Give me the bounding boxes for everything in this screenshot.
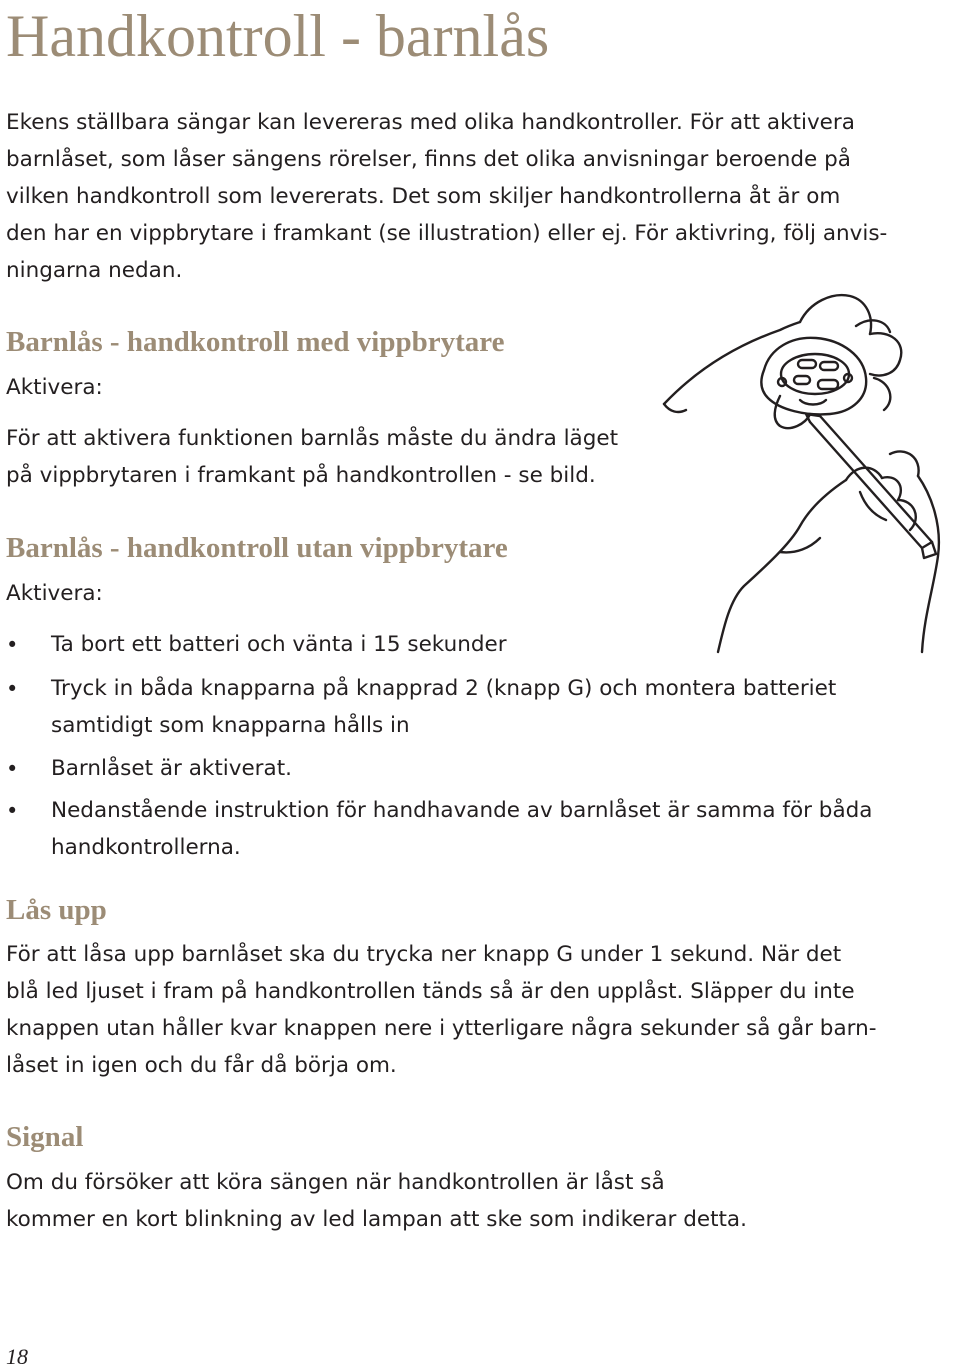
section-heading-without-switch: Barnlås - handkontroll utan vippbrytare bbox=[6, 532, 508, 564]
list-item: Nedanstående instruktion för handhavande av barnlåset är samma för båda bbox=[51, 798, 873, 823]
section-heading-signal: Signal bbox=[6, 1121, 84, 1153]
section1-line: För att aktivera funktionen barnlås måste du ändra läget bbox=[6, 426, 619, 451]
list-item-continuation: handkontrollerna. bbox=[51, 835, 241, 860]
intro-line: ningarna nedan. bbox=[6, 258, 183, 283]
intro-line: barnlåset, som låser sängens rörelser, finns det olika anvisningar beroende på bbox=[6, 147, 851, 172]
hand-remote-illustration bbox=[660, 286, 950, 656]
unlock-line: knappen utan håller kvar knappen nere i ytterligare några sekunder så går barn- bbox=[6, 1016, 877, 1041]
bullet-icon: • bbox=[6, 757, 19, 781]
list-item: Ta bort ett batteri och vänta i 15 sekunder bbox=[51, 632, 507, 657]
page-title: Handkontroll - barnlås bbox=[6, 3, 550, 69]
list-item-continuation: samtidigt som knapparna hålls in bbox=[51, 713, 410, 738]
bullet-icon: • bbox=[6, 633, 19, 657]
section-heading-with-switch: Barnlås - handkontroll med vippbrytare bbox=[6, 326, 505, 358]
activate-label: Aktivera: bbox=[6, 375, 103, 400]
list-item: Barnlåset är aktiverat. bbox=[51, 756, 292, 781]
signal-line: Om du försöker att köra sängen när handkontrollen är låst så bbox=[6, 1170, 665, 1195]
page-number: 18 bbox=[6, 1344, 28, 1369]
section-heading-unlock: Lås upp bbox=[6, 894, 107, 926]
bullet-icon: • bbox=[6, 799, 19, 823]
list-item: Tryck in båda knapparna på knapprad 2 (knapp G) och montera batteriet bbox=[51, 676, 837, 701]
unlock-line: låset in igen och du får då börja om. bbox=[6, 1053, 397, 1078]
signal-line: kommer en kort blinkning av led lampan att ske som indikerar detta. bbox=[6, 1207, 747, 1232]
section1-line: på vippbrytaren i framkant på handkontrollen - se bild. bbox=[6, 463, 596, 488]
unlock-line: För att låsa upp barnlåset ska du trycka ner knapp G under 1 sekund. När det bbox=[6, 942, 842, 967]
bullet-icon: • bbox=[6, 677, 19, 701]
intro-line: den har en vippbrytare i framkant (se illustration) eller ej. För aktivring, följ anvis- bbox=[6, 221, 888, 246]
intro-line: vilken handkontroll som levererats. Det som skiljer handkontrollerna åt är om bbox=[6, 184, 841, 209]
activate-label: Aktivera: bbox=[6, 581, 103, 606]
intro-line: Ekens ställbara sängar kan levereras med olika handkontroller. För att aktivera bbox=[6, 110, 855, 135]
unlock-line: blå led ljuset i fram på handkontrollen tänds så är den upplåst. Släpper du inte bbox=[6, 979, 855, 1004]
